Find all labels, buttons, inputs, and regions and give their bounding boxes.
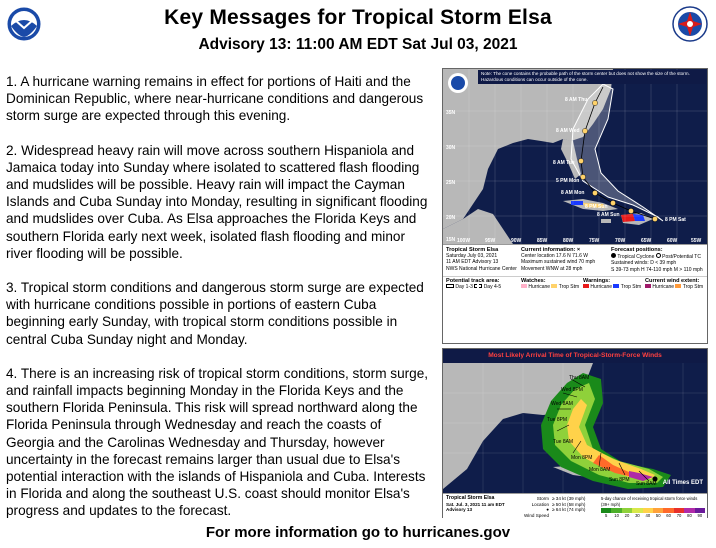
lon-label: 95W (485, 238, 496, 244)
probability-tick: 40 (645, 513, 651, 519)
issuing-center: NWS National Hurricane Center (446, 265, 517, 272)
time-label-mon8am: Mon 8AM (589, 467, 611, 473)
lon-label: 100W (457, 238, 471, 244)
probability-heading: 5-day chance of receiving tropical storm force winds (39+ mph) (601, 496, 698, 507)
warnings-heading: Warnings: (583, 278, 611, 284)
issued-date: Saturday July 03, 2021 (446, 253, 498, 260)
footer-link-text: For more information go to hurricanes.gov (205, 524, 511, 541)
arrival-advisory: Advisory 13 (446, 507, 473, 513)
fp-tc: Tropical Cyclone (617, 254, 655, 261)
page-title: Key Messages for Tropical Storm Elsa (164, 6, 552, 29)
arrival-storm-name: Tropical Storm Elsa (446, 495, 495, 501)
wind-34kt: ≥ 34 kt (39 mph) (552, 496, 586, 501)
warn-hurricane: Hurricane (590, 284, 613, 291)
probability-tick: 90 (697, 513, 703, 519)
lon-label: 65W (641, 238, 652, 244)
arrival-map-title: Most Likely Arrival Time of Tropical-Storm-Force Winds (443, 349, 707, 363)
lat-label: 25N (446, 180, 456, 186)
wind-hurricane: Hurricane (652, 284, 675, 291)
probability-tick: 60 (666, 513, 671, 519)
key-message-3: 3. Tropical storm conditions and dangerous storm surge are expected with hurricane conditions possible in portions of eastern Cuba beginning early Sunday, with tropical storm conditions possible in central Cuba Sunday night and Monday. (6, 280, 424, 347)
wind-speed-label: Wind Speed (523, 512, 549, 518)
wind-extent-heading: Current wind extent: (645, 278, 700, 284)
time-label-tue8pm: Tue 8PM (547, 417, 568, 423)
time-label-sun8am: Sun 8AM (636, 481, 657, 487)
cone-legend (443, 244, 707, 343)
lon-label: 90W (511, 238, 522, 244)
time-label-wed8pm: Wed 8PM (561, 387, 583, 393)
probability-tick: 80 (687, 513, 692, 519)
wind-ts: Trop Stm (682, 284, 704, 291)
track-label-5pm-mon: 5 PM Mon (556, 178, 580, 184)
movement: Movement WNW at 28 mph (521, 265, 583, 272)
fp-ptc: Post/Potential TC (662, 254, 701, 261)
cone-forecast-map (442, 68, 708, 344)
lon-label: 70W (615, 238, 626, 244)
lon-label: 60W (667, 238, 678, 244)
max-wind: Maximum sustained wind 70 mph (521, 259, 596, 266)
time-label-mon8pm: Mon 8PM (571, 455, 593, 461)
key-message-2: 2. Widespread heavy rain will move across southern Hispaniola and Jamaica today into Sunday where isolated to scattered flash flooding and mudslides will be possible. Heavy rain will impact the Cayman Islands and Cuba Sunday into Monday, resulting in significant flooding and mudslides over Cuba. As Elsa approaches the Florida Keys and southern Florida early next week, isolated flash flooding and minor river flooding will be possible. (6, 142, 428, 261)
sustained-h: H 74-110 mph (641, 266, 673, 273)
probability-tick: 30 (635, 513, 640, 519)
lon-label: 75W (589, 238, 600, 244)
advisory-number: 11 AM EDT Advisory 13 (446, 259, 499, 266)
key-message-4: 4. There is an increasing risk of tropical storm conditions, storm surge, and rainfall impacts beginning Monday in the Florida Keys and the southern Florida Peninsula. This risk will spread northward along the Florida Peninsula through Wednesday and reach the coasts of Georgia and the Carolinas Wednesday and Thursday, however uncertainty in the forecast remains larger than usual due to Elsa's potential interaction with the islands of Hispaniola and Cuba. Interests in Florida and along the southeast U.S. coast should monitor Elsa's progress and updates to the forecast. (6, 365, 429, 519)
forecast-positions-heading: Forecast positions: (611, 247, 663, 253)
key-messages (6, 73, 431, 537)
lon-label: 80W (563, 238, 574, 244)
track-label-8am-sun: 8 AM Sun (597, 212, 620, 218)
cone-note: Note: The cone contains the probable path of the storm center but does not show the size of the storm. Hazardous conditions can occur outside of the cone. (478, 70, 706, 84)
track-label-8am-tue: 8 AM Tue (553, 160, 575, 166)
probability-tick: 50 (655, 513, 661, 519)
current-info-heading: Current information: × (521, 247, 581, 253)
sustained-label: Sustained winds: (611, 260, 649, 267)
storm-name: Tropical Storm Elsa (446, 247, 499, 253)
probability-ticks (601, 513, 705, 519)
watch-ts: Trop Stm (558, 284, 580, 291)
current-location: Center location 17.6 N 71.6 W (521, 253, 588, 260)
track-label-8am-thu: 8 AM Thu (565, 97, 588, 103)
cone-map-graphic (443, 69, 707, 244)
lon-label: 55W (691, 238, 702, 244)
arrival-legend: Tropical Storm Elsa Sat. Jul. 3, 2021 11 am EDT Advisory 13 Storm Location ● Wind Speed ≥ 34 kt (39 mph) ≥ 50 kt (58 mph) ≥ 64 kt (74 mph) 5-day chance of receiving tropical storm force winds (39+ mph) 5 10 20 30 40 50 60 70 80 90 (443, 493, 707, 518)
watches-heading: Watches: (521, 278, 546, 284)
storm-location-marker (653, 477, 658, 482)
arrival-issued: Sat. Jul. 3, 2021 11 am EDT (446, 501, 505, 507)
probability-tick: 5 (605, 513, 608, 519)
lon-label: 85W (537, 238, 548, 244)
warn-ts: Trop Stm (620, 284, 642, 291)
time-label-thu8am: Thu 8AM (569, 375, 590, 381)
wind-64kt: ≥ 64 kt (74 mph) (552, 507, 586, 513)
sustained-m: M > 110 mph (673, 266, 703, 273)
track-day2: Day 4-5 (483, 284, 502, 291)
arrival-time-map (442, 348, 708, 518)
key-message-1: 1. A hurricane warning remains in effect for portions of Haiti and the Dominican Republic, where near-hurricane conditions and dangerous storm surge are expected through this evening. (6, 74, 424, 124)
lat-label: 35N (446, 110, 456, 116)
track-area-heading: Potential track area: (446, 278, 500, 284)
time-label-wed8am: Wed 8AM (551, 401, 573, 407)
all-times-note: All Times EDT (662, 480, 703, 486)
probability-tick: 10 (614, 513, 619, 519)
track-label-8am-wed: 8 AM Wed (556, 128, 580, 134)
arrival-map-graphic (443, 349, 707, 493)
time-label-sun8pm: Sun 8PM (609, 477, 630, 483)
advisory-subtitle: Advisory 13: 11:00 AM EDT Sat Jul 03, 2021 (198, 36, 518, 53)
time-label-tue8am: Tue 8AM (553, 439, 574, 445)
lat-label: 30N (446, 145, 456, 151)
storm-location-label: Storm Location (531, 496, 549, 507)
cone-legend-bottom (443, 276, 707, 296)
track-label-8pm-sun: 8 PM Sun (585, 204, 608, 210)
lat-label: 15N (446, 237, 456, 243)
sustained-d: D < 39 mph (650, 260, 677, 267)
track-label-8am-mon: 8 AM Mon (561, 190, 585, 196)
watch-hurricane: Hurricane (528, 284, 551, 291)
track-day1: Day 1-3 (455, 284, 473, 291)
wind-50kt: ≥ 50 kt (58 mph) (552, 501, 586, 507)
sustained-s: S 39-73 mph (611, 266, 640, 273)
probability-tick: 20 (624, 513, 630, 519)
track-label-8pm-sat: 8 PM Sat (665, 217, 686, 223)
lat-label: 20N (446, 215, 456, 221)
probability-tick: 70 (676, 513, 682, 519)
